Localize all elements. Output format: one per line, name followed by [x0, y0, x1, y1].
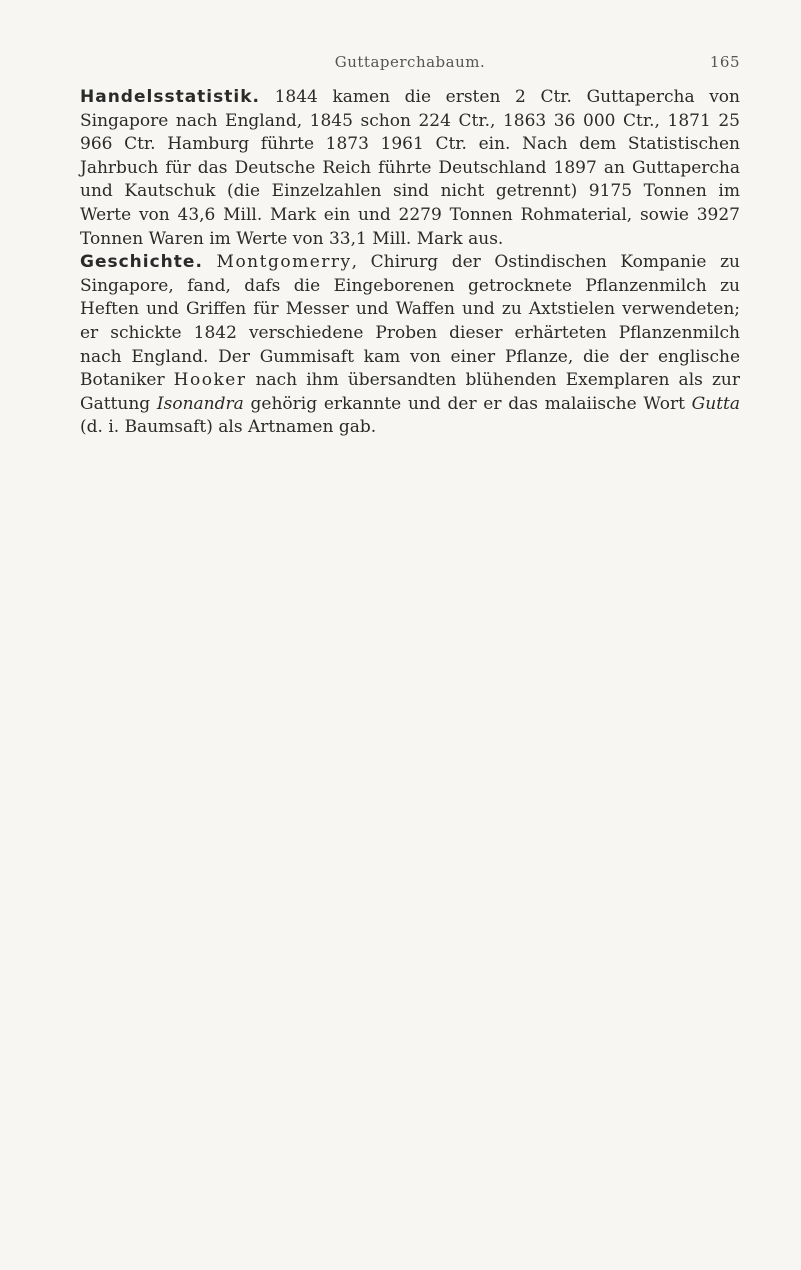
paragraph-handelsstatistik	[80, 86, 740, 251]
section-heading-geschichte: Geschichte.	[80, 252, 203, 273]
genus-name: Isonandra	[156, 393, 244, 414]
paragraph-text: gehörig erkannte und der er das malaiische Wort	[243, 393, 692, 414]
section-heading-handelsstatistik: Handelsstatistik.	[80, 87, 260, 107]
malay-word: Gutta	[691, 393, 740, 414]
running-title: Guttaperchabaum.	[334, 53, 486, 71]
person-name-montgomerry: Montgomerry	[216, 252, 352, 273]
running-head	[80, 53, 740, 77]
paragraph-geschichte	[80, 251, 740, 440]
paragraph-text: nach ihm übersandten blühenden Exemplaren als zur Gattung	[80, 370, 740, 414]
paragraph-text: , Chirurg der Ostindischen Kompanie zu Singapore, fand, dafs die Eingeborenen getrocknete Pflanzenmilch zu Heften und Griffen für Messer und Waffen und zu Axtstielen verwendeten; er schickte 1842 verschiedene Proben dieser erhärteten Pflanzenmilch nach England. Der Gummisaft kam von einer Pflanze, die der englische Botaniker	[80, 252, 741, 391]
paragraph-text: 1844 kamen die ersten 2 Ctr. Guttapercha von Singapore nach England, 1845 schon 224 Ctr., 1863 36 000 Ctr., 1871 25 966 Ctr. Hamburg führte 1873 1961 Ctr. ein. Nach dem Statistischen Jahrbuch für das Deutsche Reich führte Deutschland 1897 an Guttapercha und Kautschuk (die Einzelzahlen sind nicht getrennt) 9175 Tonnen im Werte von 43,6 Mill. Mark ein und 2279 Tonnen Rohmaterial, sowie 3927 Tonnen Waren im Werte von 33,1 Mill. Mark aus.	[80, 87, 740, 249]
body-text	[80, 86, 740, 440]
person-name-hooker: Hooker	[173, 370, 247, 391]
page-number: 165	[709, 53, 740, 71]
paragraph-text: (d. i. Baumsaft) als Artnamen gab.	[80, 417, 377, 438]
